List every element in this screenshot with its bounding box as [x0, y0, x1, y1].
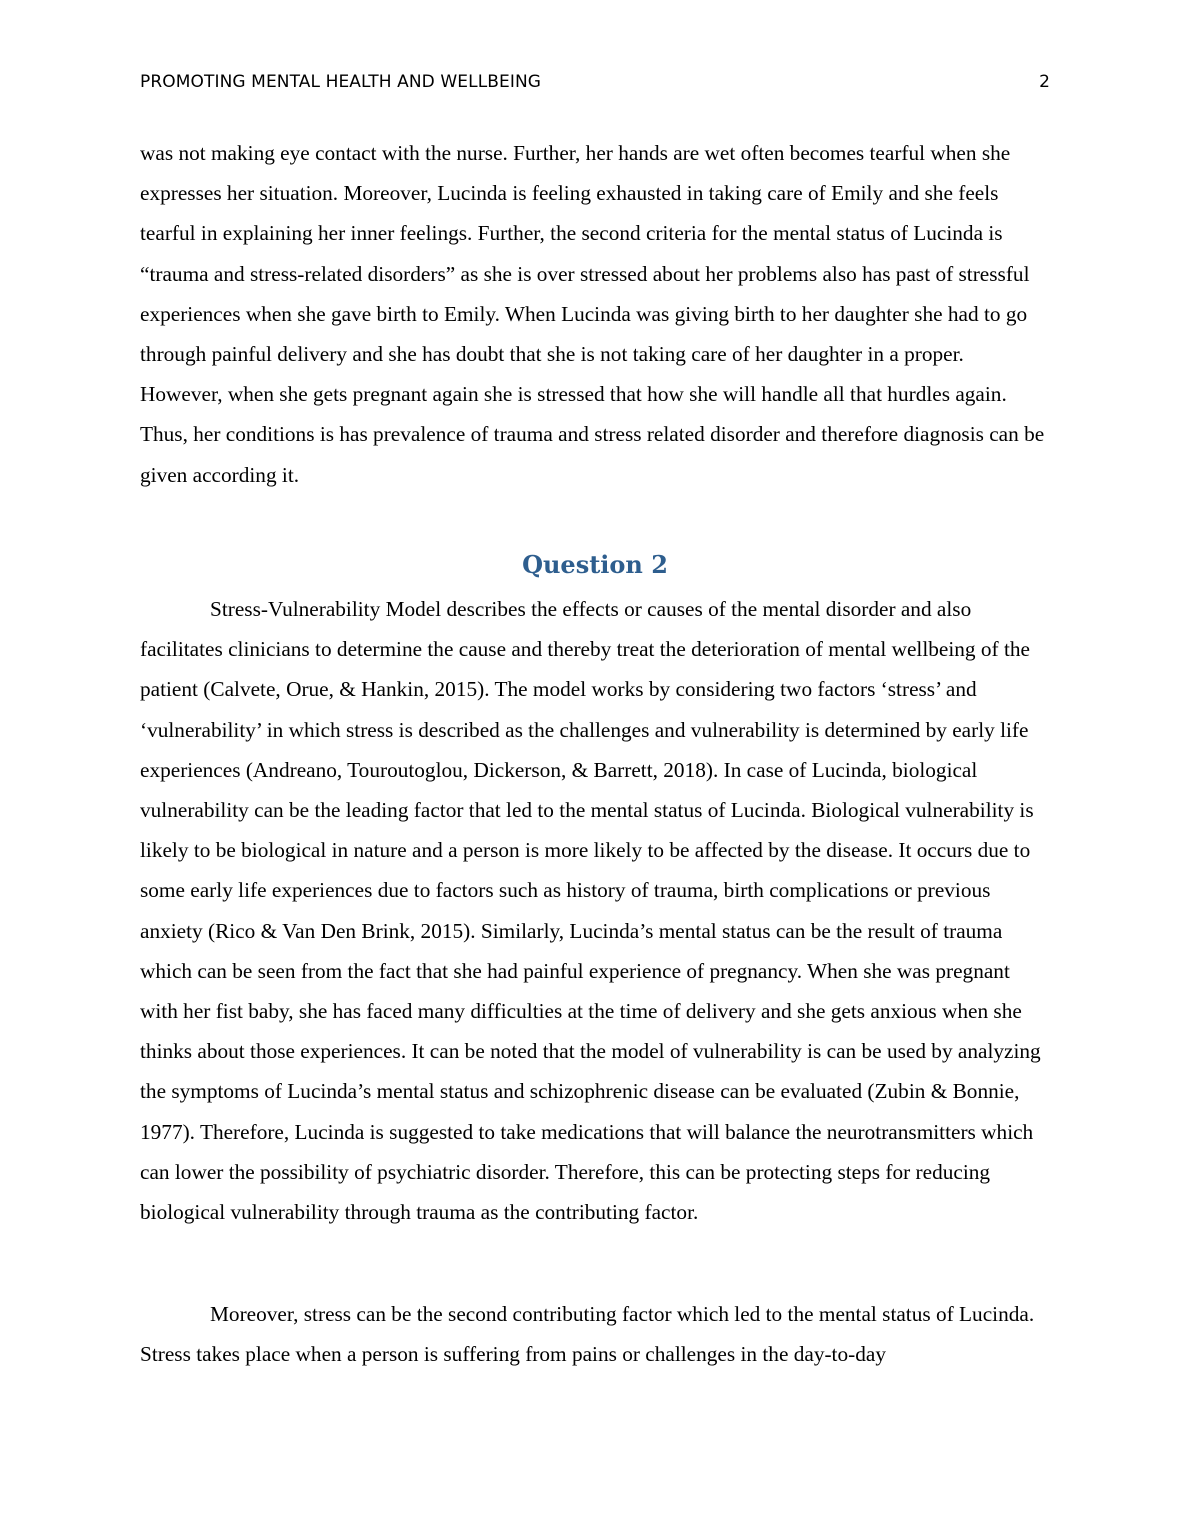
- running-header: [140, 72, 1050, 96]
- body-paragraph-3: Moreover, stress can be the second contributing factor which led to the mental status of Lucinda. Stress takes place when a person is suffering from pains or challenges in the day-to-day: [140, 1302, 1035, 1367]
- section-heading: Question 2: [522, 550, 668, 579]
- body-paragraph-1: was not making eye contact with the nurse. Further, her hands are wet often becomes tearful when she expresses her situation. Moreover, Lucinda is feeling exhausted in taking care of Emily and she feels tearful in explaining her inner feelings. Further, the second criteria for the mental status of Lucinda is “trauma and stress-related disorders” as she is over stressed about her problems also has past of stressful experiences when she gave birth to Emily. When Lucinda was giving birth to her daughter she had to go through painful delivery and she has doubt that she is not taking care of her daughter in a proper. However, when she gets pregnant again she is stressed that how she will handle all that hurdles again. Thus, her conditions is has prevalence of trauma and stress related disorder and therefore diagnosis can be given according it.: [140, 141, 1045, 487]
- running-title: PROMOTING MENTAL HEALTH AND WELLBEING: [140, 72, 542, 92]
- page-number: 2: [1039, 72, 1050, 92]
- body-paragraph-2: Stress-Vulnerability Model describes the effects or causes of the mental disorder and also facilitates clinicians to determine the cause and thereby treat the deterioration of mental wellbeing of the patient (Calvete, Orue, & Hankin, 2015). The model works by considering two factors ‘stress’ and ‘vulnerability’ in which stress is described as the challenges and vulnerability is determined by early life experiences (Andreano, Touroutoglou, Dickerson, & Barrett, 2018). In case of Lucinda, biological vulnerability can be the leading factor that led to the mental status of Lucinda. Biological vulnerability is likely to be biological in nature and a person is more likely to be affected by the disease. It occurs due to some early life experiences due to factors such as history of trauma, birth complications or previous anxiety (Rico & Van Den Brink, 2015). Similarly, Lucinda’s mental status can be the result of trauma which can be seen from the fact that she had painful experience of pregnancy. When she was pregnant with her fist baby, she has faced many difficulties at the time of delivery and she gets anxious when she thinks about those experiences. It can be noted that the model of vulnerability is can be used by analyzing the symptoms of Lucinda’s mental status and schizophrenic disease can be evaluated (Zubin & Bonnie, 1977). Therefore, Lucinda is suggested to take medications that will balance the neurotransmitters which can lower the possibility of psychiatric disorder. Therefore, this can be protecting steps for reducing biological vulnerability through trauma as the contributing factor.: [140, 597, 1041, 1225]
